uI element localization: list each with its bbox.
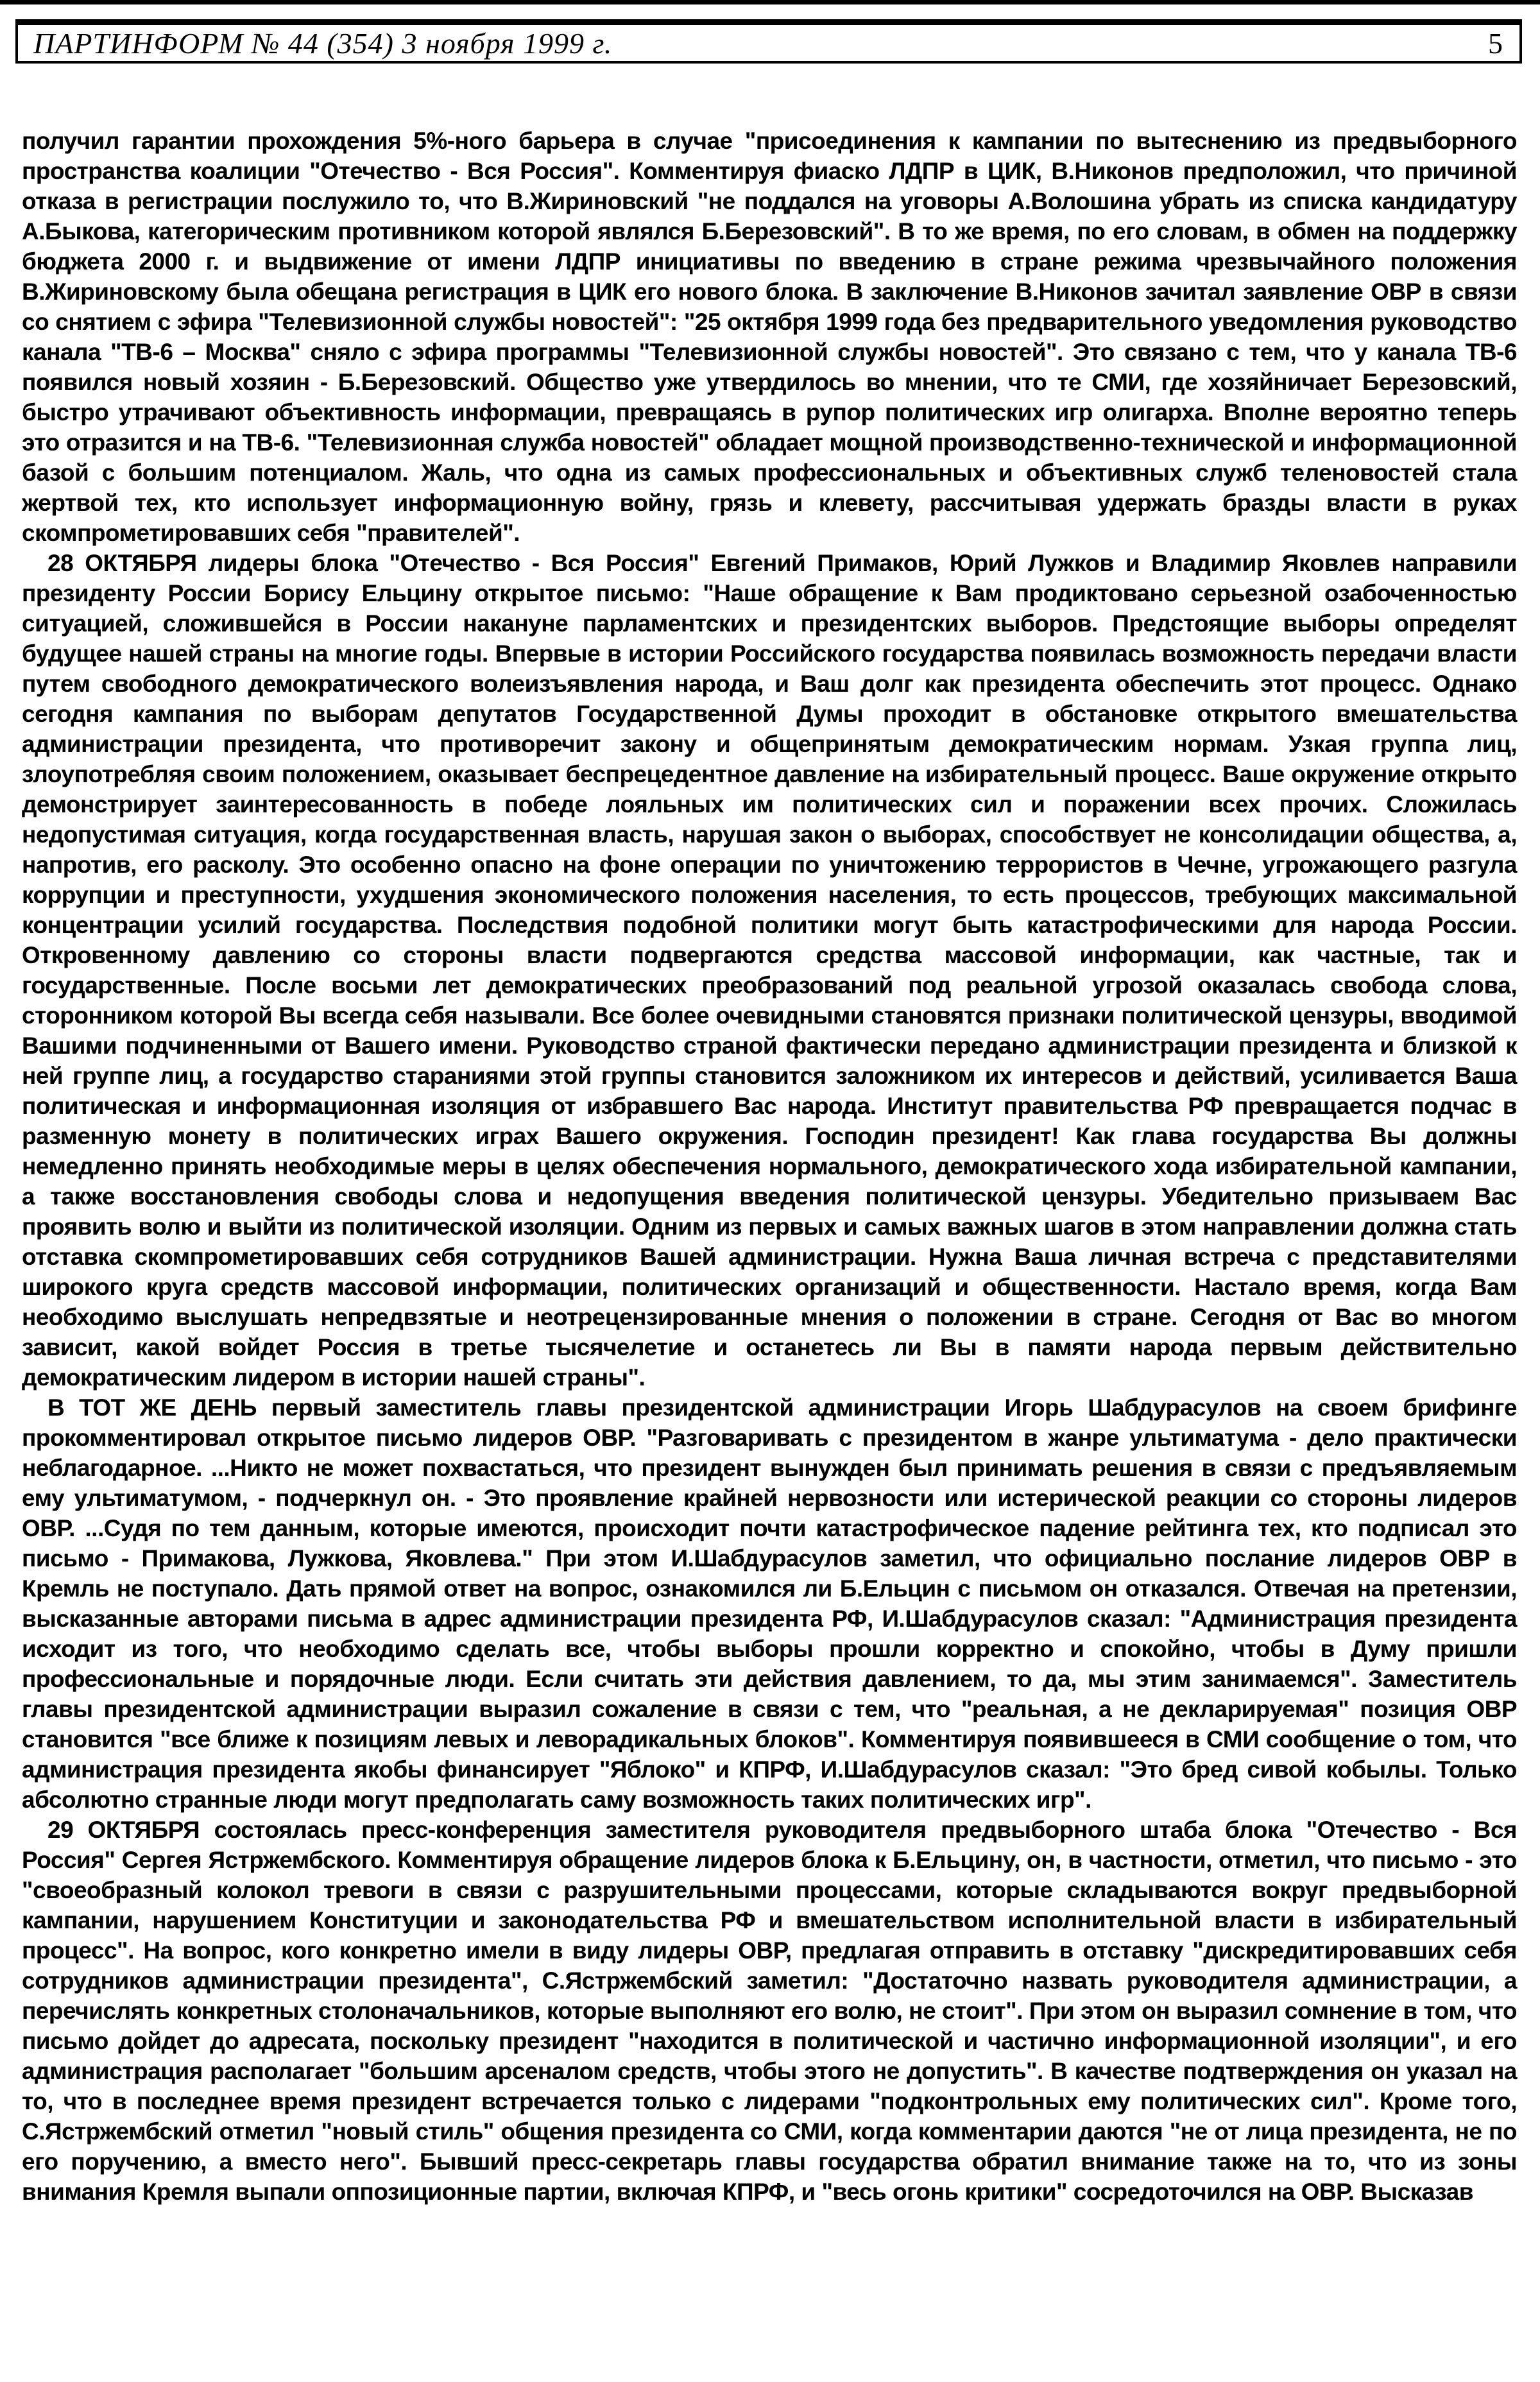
newsletter-title: ПАРТИНФОРМ № 44 (354) 3 ноября 1999 г.: [33, 26, 613, 60]
page-header: [15, 19, 1522, 64]
page-number: 5: [1488, 26, 1503, 60]
paragraph-29-october: 29 ОКТЯБРЯ состоялась пресс-конференция заместителя руководителя предвыборного штаба блока "Отечество - Вся Россия" Сергея Ястржембского. Комментируя обращение лидеров блока к Б.Ельцину, он, в частности, отметил, что письмо - это "своеобразный колокол тревоги в связи с разрушительными процессами, которые складываются вокруг предвыборной кампании, нарушением Конституции и законодательства РФ и вмешательством исполнительной власти в избирательный процесс". На вопрос, кого конкретно имели в виду лидеры ОВР, предлагая отправить в отставку "дискредитировавших себя сотрудников администрации президента", С.Ястржембский заметил: "Достаточно назвать руководителя администрации, а перечислять конкретных столоначальников, которые выполняют его волю, не стоит". При этом он выразил сомнение в том, что письмо дойдет до адресата, поскольку президент "находится в политической и частично информационной изоляции", и его администрация располагает "большим арсеналом средств, чтобы этого не допустить". В качестве подтверждения он указал на то, что в последнее время президент встречается только с лидерами "подконтрольных ему политических сил". Кроме того, С.Ястржембский отметил "новый стиль" общения президента со СМИ, когда комментарии даются "не от лица президента, не по его поручению, а вместо него". Бывший пресс-секретарь главы государства обратил внимание также на то, что из зоны внимания Кремля выпали оппозиционные партии, включая КПРФ, и "весь огонь критики" сосредоточился на ОВР. Высказав: [22, 1817, 1517, 2205]
top-rule: [0, 0, 1540, 4]
article-body: [22, 126, 1517, 2207]
paragraph-same-day: В ТОТ ЖЕ ДЕНЬ первый заместитель главы президентской администрации Игорь Шабдурасулов на своем брифинге прокомментировал открытое письмо лидеров ОВР. "Разговаривать с президентом в жанре ультиматума - дело практически неблагодарное. ...Никто не может похвастаться, что президент вынужден был принимать решения в связи с предъявляемым ему ультиматумом, - подчеркнул он. - Это проявление крайней нервозности или истерической реакции со стороны лидеров ОВР. ...Судя по тем данным, которые имеются, происходит почти катастрофическое падение рейтинга тех, кто подписал это письмо - Примакова, Лужкова, Яковлева." При этом И.Шабдурасулов заметил, что официально послание лидеров ОВР в Кремль не поступало. Дать прямой ответ на вопрос, ознакомился ли Б.Ельцин с письмом он отказался. Отвечая на претензии, высказанные авторами письма в адрес администрации президента РФ, И.Шабдурасулов сказал: "Администрация президента исходит из того, что необходимо сделать все, чтобы выборы прошли корректно и спокойно, чтобы в Думу пришли профессиональные и порядочные люди. Если считать эти действия давлением, то да, мы этим занимаемся". Заместитель главы президентской администрации выразил сожаление в связи с тем, что "реальная, а не декларируемая" позиция ОВР становится "все ближе к позициям левых и леворадикальных блоков". Комментируя появившееся в СМИ сообщение о том, что администрация президента якобы финансирует "Яблоко" и КПРФ, И.Шабдурасулов сказал: "Это бред сивой кобылы. Только абсолютно странные люди могут предполагать саму возможность таких политических игр".: [22, 1394, 1517, 1813]
paragraph-continuation: получил гарантии прохождения 5%-ного барьера в случае "присоединения к кампании по вытеснению из предвыборного пространства коалиции "Отечество - Вся Россия". Комментируя фиаско ЛДПР в ЦИК, В.Никонов предположил, что причиной отказа в регистрации послужило то, что В.Жириновский "не поддался на уговоры А.Волошина убрать из списка кандидатуру А.Быкова, категорическим противником которой являлся Б.Березовский". В то же время, по его словам, в обмен на поддержку бюджета 2000 г. и выдвижение от имени ЛДПР инициативы по введению в стране режима чрезвычайного положения В.Жириновскому была обещана регистрация в ЦИК его нового блока. В заключение В.Никонов зачитал заявление ОВР в связи со снятием с эфира "Телевизионной службы новостей": "25 октября 1999 года без предварительного уведомления руководство канала "ТВ-6 – Москва" сняло с эфира программы "Телевизионной службы новостей". Это связано с тем, что у канала ТВ-6 появился новый хозяин - Б.Березовский. Общество уже утвердилось во мнении, что те СМИ, где хозяйничает Березовский, быстро утрачивают объективность информации, превращаясь в рупор политических игр олигарха. Вполне вероятно теперь это отразится и на ТВ-6. "Телевизионная служба новостей" обладает мощной производственно-технической и информационной базой с большим потенциалом. Жаль, что одна из самых профессиональных и объективных служб теленовостей стала жертвой тех, кто использует информационную войну, грязь и клевету, рассчитывая удержать бразды власти в руках скомпрометировавших себя "правителей".: [22, 128, 1517, 546]
paragraph-28-october: 28 ОКТЯБРЯ лидеры блока "Отечество - Вся Россия" Евгений Примаков, Юрий Лужков и Владимир Яковлев направили президенту России Борису Ельцину открытое письмо: "Наше обращение к Вам продиктовано серьезной озабоченностью ситуацией, сложившейся в России накануне парламентских и президентских выборов. Предстоящие выборы определят будущее нашей страны на многие годы. Впервые в истории Российского государства появилась возможность передачи власти путем свободного демократического волеизъявления народа, и Ваш долг как президента обеспечить этот процесс. Однако сегодня кампания по выборам депутатов Государственной Думы проходит в обстановке открытого вмешательства администрации президента, что противоречит закону и общепринятым демократическим нормам. Узкая группа лиц, злоупотребляя своим положением, оказывает беспрецедентное давление на избирательный процесс. Ваше окружение открыто демонстрирует заинтересованность в победе лояльных им политических сил и поражении всех прочих. Сложилась недопустимая ситуация, когда государственная власть, нарушая закон о выборах, способствует не консолидации общества, а, напротив, его расколу. Это особенно опасно на фоне операции по уничтожению террористов в Чечне, угрожающего разгула коррупции и преступности, ухудшения экономического положения населения, то есть процессов, требующих максимальной концентрации усилий государства. Последствия подобной политики могут быть катастрофическими для народа России. Откровенному давлению со стороны власти подвергаются средства массовой информации, как частные, так и государственные. После восьми лет демократических преобразований под реальной угрозой оказалась свобода слова, сторонником которой Вы всегда себя называли. Все более очевидными становятся признаки политической цензуры, вводимой Вашими подчиненными от Вашего имени. Руководство страной фактически передано администрации президента и близкой к ней группе лиц, а государство стараниями этой группы становится заложником их интересов и действий, усиливается Ваша политическая и информационная изоляция от избравшего Вас народа. Институт правительства РФ превращается подчас в разменную монету в политических играх Вашего окружения. Господин президент! Как глава государства Вы должны немедленно принять необходимые меры в целях обеспечения нормального, демократического хода избирательной кампании, а также восстановления свободы слова и недопущения введения политической цензуры. Убедительно призываем Вас проявить волю и выйти из политической изоляции. Одним из первых и самых важных шагов в этом направлении должна стать отставка скомпрометировавших себя сотрудников Вашей администрации. Нужна Ваша личная встреча с представителями широкого круга средств массовой информации, политических организаций и общественности. Настало время, когда Вам необходимо выслушать непредвзятые и неотрецензированные мнения о положении в стране. Сегодня от Вас во многом зависит, какой войдет Россия в третье тысячелетие и останетесь ли Вы в памяти народа первым действительно демократическим лидером в истории нашей страны".: [22, 550, 1517, 1391]
